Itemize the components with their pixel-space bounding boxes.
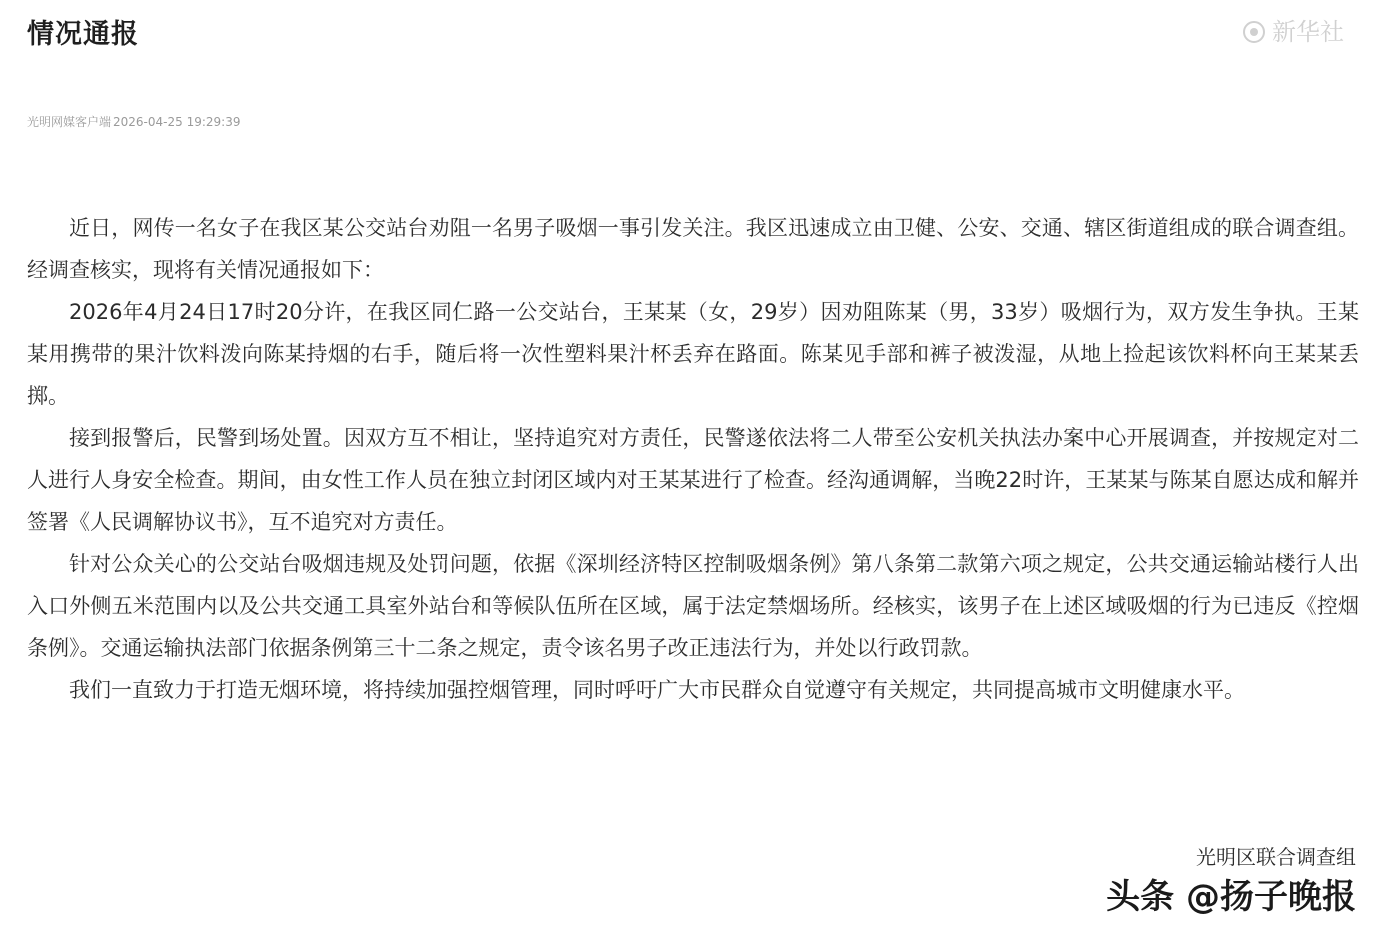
paragraph-police: 接到报警后，民警到场处置。因双方互不相让，坚持追究对方责任，民警遂依法将二人带至公安机关执法办案中心开展调查，并按规定对二人进行人身安全检查。期间，由女性工作人员在独立封闭区域内对王某某进行了检查。经沟通调解，当晚22时许，王某某与陈某自愿达成和解并签署《人民调解协议书》，互不追究对方责任。: [27, 426, 1359, 534]
watermark-text: 头条 @扬子晚报: [1106, 877, 1356, 917]
paragraph-regulation: 针对公众关心的公交站台吸烟违规及处罚问题，依据《深圳经济特区控制吸烟条例》第八条第二款第六项之规定，公共交通运输站楼行人出入口外侧五米范围内以及公共交通工具室外站台和等候队伍所在区域，属于法定禁烟场所。经核实，该男子在上述区域吸烟的行为已违反《控烟条例》。交通运输执法部门依据条例第三十二条之规定，责令该名男子改正违法行为，并处以行政罚款。: [27, 552, 1359, 660]
paragraph-closing: 我们一直致力于打造无烟环境，将持续加强控烟管理，同时呼吁广大市民群众自觉遵守有关规定，共同提高城市文明健康水平。: [69, 678, 1245, 702]
signature: 光明区联合调查组: [1196, 845, 1356, 869]
source-name: 光明网媒客户端: [27, 115, 112, 129]
paragraph-incident: 2026年4月24日17时20分许，在我区同仁路一公交站台，王某某（女，29岁）因劝阻陈某（男，33岁）吸烟行为，双方发生争执。王某某用携带的果汁饮料泼向陈某持烟的右手，随后将一次性塑料果汁杯丢弃在路面。陈某见手部和裤子被泼湿，从地上捡起该饮料杯向王某某丢掷。: [27, 300, 1359, 408]
paragraph-intro: 近日，网传一名女子在我区某公交站台劝阻一名男子吸烟一事引发关注。我区迅速成立由卫健、公安、交通、辖区街道组成的联合调查组。经调查核实，现将有关情况通报如下：: [27, 216, 1359, 282]
toutiao-watermark: [1106, 872, 1356, 922]
page-title: 情况通报: [27, 19, 139, 50]
source-meta: [27, 114, 240, 130]
notice-body: [27, 207, 1359, 711]
xinhua-logo-watermark: [1240, 12, 1380, 50]
publish-datetime: 2026-04-25 19:29:39: [113, 115, 241, 129]
svg-text:新华社: 新华社: [1272, 18, 1344, 46]
